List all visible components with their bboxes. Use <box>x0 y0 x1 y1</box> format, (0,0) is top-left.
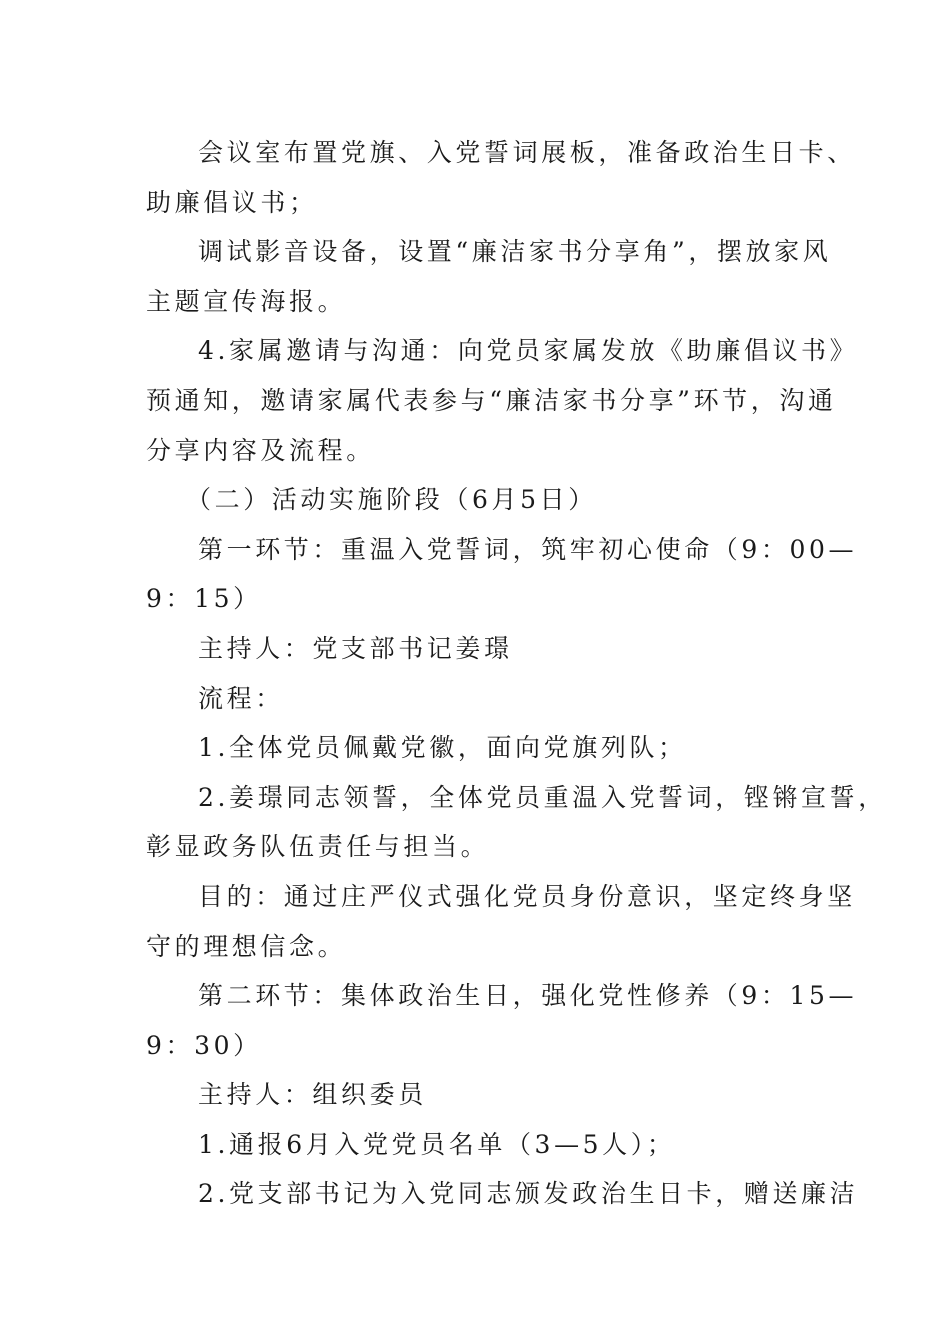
paragraph-line: 9：30） <box>146 1030 262 1060</box>
paragraph-line: 主持人：党支部书记姜璟 <box>198 633 513 663</box>
paragraph-line: 9：15） <box>146 584 262 614</box>
paragraph-line: 分享内容及流程。 <box>146 435 375 465</box>
paragraph-line: 预通知，邀请家属代表参与“廉洁家书分享”环节，沟通 <box>146 385 837 415</box>
paragraph-line: 守的理想信念。 <box>146 931 347 961</box>
paragraph-line: 调试影音设备，设置“廉洁家书分享角”，摆放家风 <box>198 237 832 267</box>
paragraph-line: 4.家属邀请与沟通：向党员家属发放《助廉倡议书》 <box>198 336 859 366</box>
paragraph-line: 彰显政务队伍责任与担当。 <box>146 832 490 862</box>
paragraph-line: 助廉倡议书； <box>146 187 318 217</box>
paragraph-line: 1.全体党员佩戴党徽，面向党旗列队； <box>198 733 687 763</box>
paragraph-line: 会议室布置党旗、入党誓词展板，准备政治生日卡、 <box>198 138 856 167</box>
document-body <box>146 128 887 1219</box>
paragraph-line: 第一环节：重温入党誓词，筑牢初心使命（9：00— <box>198 534 858 564</box>
paragraph-line: 主持人：组织委员 <box>198 1080 427 1110</box>
section-heading: （二）活动实施阶段（6月5日） <box>186 485 597 515</box>
paragraph-line: 目的：通过庄严仪式强化党员身份意识，坚定终身坚 <box>198 881 856 911</box>
paragraph-line: 流程： <box>198 683 284 713</box>
paragraph-line: 第二环节：集体政治生日，强化党性修养（9：15— <box>198 981 858 1011</box>
paragraph-line: 主题宣传海报。 <box>146 286 347 316</box>
paragraph-line: 1.通报6月入党党员名单（3—5人）； <box>198 1129 676 1159</box>
paragraph-line: 2.党支部书记为入党同志颁发政治生日卡，赠送廉洁 <box>198 1179 859 1209</box>
paragraph-line: 2.姜璟同志领誓，全体党员重温入党誓词，铿锵宣誓， <box>198 782 887 812</box>
